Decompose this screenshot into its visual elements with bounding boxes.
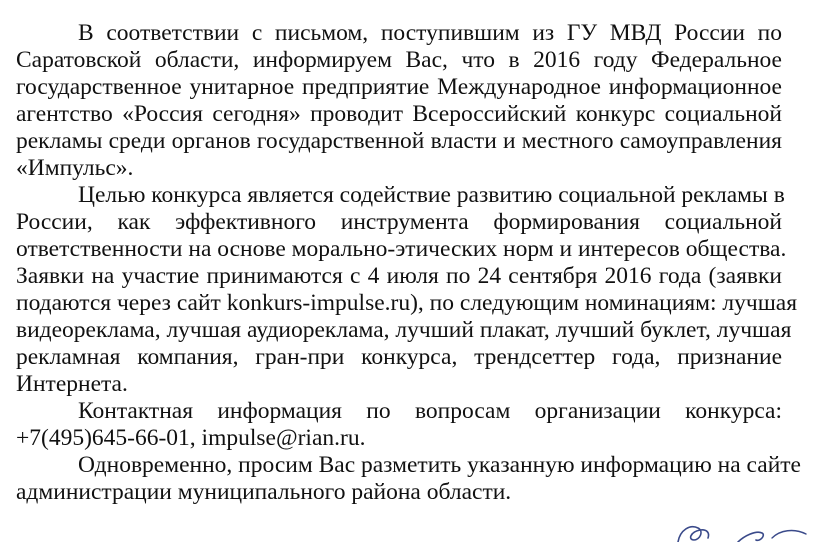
text-line-5: рекламы среди органов государственной власти и местного самоуправления bbox=[16, 128, 782, 154]
text-line-18: администрации муниципального района области. bbox=[16, 479, 512, 505]
text-line-8: России, как эффективного инструмента формирования социальной bbox=[16, 209, 782, 235]
text-line-3: государственное унитарное предприятие Международное информационное bbox=[16, 74, 782, 100]
text-line-10: Заявки на участие принимаются с 4 июля по 24 сентября 2016 года (заявки bbox=[16, 263, 782, 289]
text-line-17: Одновременно, просим Вас разметить указанную информацию на сайте bbox=[78, 452, 801, 478]
text-line-4: агентство «Россия сегодня» проводит Всероссийский конкурс социальной bbox=[16, 101, 782, 127]
text-line-7: Целью конкурса является содействие развитию социальной рекламы в bbox=[78, 182, 785, 208]
text-line-2: Саратовской области, информируем Вас, что в 2016 году Федеральное bbox=[16, 47, 782, 73]
text-line-1: В соответствии с письмом, поступившим из ГУ МВД России по bbox=[78, 20, 782, 46]
text-line-14: Интернета. bbox=[16, 371, 128, 397]
text-line-6: «Импульс». bbox=[16, 155, 134, 181]
text-line-11: подаются через сайт konkurs-impulse.ru), по следующим номинациям: лучшая bbox=[16, 290, 798, 316]
text-line-12: видеореклама, лучшая аудиореклама, лучший плакат, лучший буклет, лучшая bbox=[16, 317, 792, 343]
signature bbox=[660, 516, 815, 542]
text-line-13: рекламная компания, гран-при конкурса, трендсеттер года, признание bbox=[16, 344, 782, 370]
text-line-15: Контактная информация по вопросам организации конкурса: bbox=[78, 398, 782, 424]
text-line-9: ответственности на основе морально-этических норм и интересов общества. bbox=[16, 236, 787, 262]
text-line-16: +7(495)645-66-01, impulse@rian.ru. bbox=[16, 425, 366, 451]
